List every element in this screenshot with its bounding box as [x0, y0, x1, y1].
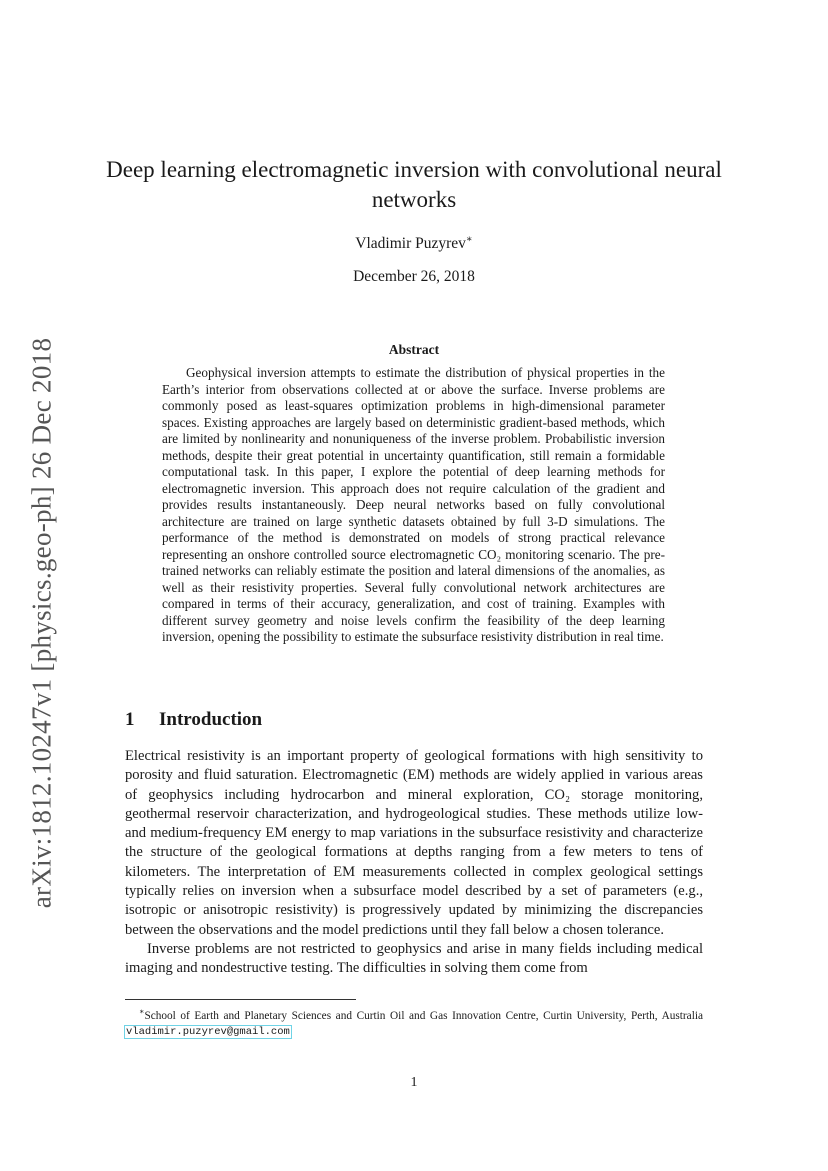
section-heading-introduction: [125, 709, 262, 731]
introduction-body: [125, 747, 703, 979]
abstract-text: Geophysical inversion attempts to estimate the distribution of physical properties in the Earth’s interior from observations collected at or above the surface. Inverse problems are commonly posed as least-squares optimization problems in high-dimensional parameter spaces. Existing approaches are largely based on deterministic gradient-based methods, which are limited by nonlinearity and nonuniqueness of the inverse problem. Probabilistic inversion methods, despite their great potential in uncertainty quantification, still remain a formidable computational task. In this paper, I explore the potential of deep learning methods for electromagnetic inversion. This approach does not require calculation of the gradient and provides results instantaneously. Deep neural networks based on fully convolutional architecture are trained on large synthetic datasets obtained by full 3-D simulations. The performance of the method is demonstrated on models of strong practical relevance representing an onshore controlled source electromagnetic CO₂ monitoring scenario. The pre-trained networks can reliably estimate the position and lateral dimensions of the anomalies, as well as their resistivity properties. Several fully convolutional network architectures are compared in terms of their accuracy, generalization, and cost of training. Examples with different survey geometry and noise levels confirm the feasibility of the deep learning inversion, opening the possibility to estimate the subsurface resistivity distribution in real time.: [162, 365, 665, 644]
publication-date: December 26, 2018: [353, 268, 475, 285]
abstract-heading: Abstract: [388, 342, 440, 357]
section-number: 1: [125, 709, 135, 730]
arxiv-identifier-text: arXiv:1812.10247v1 [physics.geo-ph] 26 Dec 2018: [26, 337, 57, 908]
arxiv-identifier-stamp: [22, 330, 62, 915]
section-title: Introduction: [159, 709, 263, 730]
footnote-divider: [125, 999, 356, 1000]
footnote-mark: ∗: [139, 1007, 145, 1016]
footnote-affiliation: School of Earth and Planetary Sciences and Curtin Oil and Gas Innovation Centre, Curtin University, Perth, Australia: [144, 1009, 703, 1022]
intro-paragraph-1: Electrical resistivity is an important property of geological formations with high sensitivity to porosity and fluid saturation. Electromagnetic (EM) methods are widely applied in various areas of geophysics including hydrocarbon and mineral exploration, CO₂ storage monitoring, geothermal reservoir characterization, and hydrogeological studies. These methods utilize low- and medium-frequency EM energy to map variations in the subsurface resistivity and characterize the structure of the geological formations at depths ranging from a few meters to tens of kilometers. The interpretation of EM measurements collected in complex geological settings typically relies on inversion when a subsurface model described by a set of parameters (e.g., isotropic or anisotropic resistivity) is progressively updated by minimizing the discrepancies between the observations and the model predictions until they fall below a chosen tolerance.: [125, 748, 703, 938]
footnote: [125, 1004, 703, 1040]
author-email-link[interactable]: vladimir.puzyrev@gmail.com: [126, 1025, 290, 1038]
author-line: [0, 234, 828, 253]
paper-title: Deep learning electromagnetic inversion with convolutional neural networks: [106, 157, 722, 212]
author-footnote-mark[interactable]: ∗: [465, 234, 473, 245]
page-number: 1: [410, 1075, 418, 1090]
intro-paragraph-2: Inverse problems are not restricted to geophysics and arise in many fields including medical imaging and nondestructive testing. The difficulties in solving them come from: [125, 940, 703, 977]
author-name: Vladimir Puzyrev: [355, 235, 466, 253]
